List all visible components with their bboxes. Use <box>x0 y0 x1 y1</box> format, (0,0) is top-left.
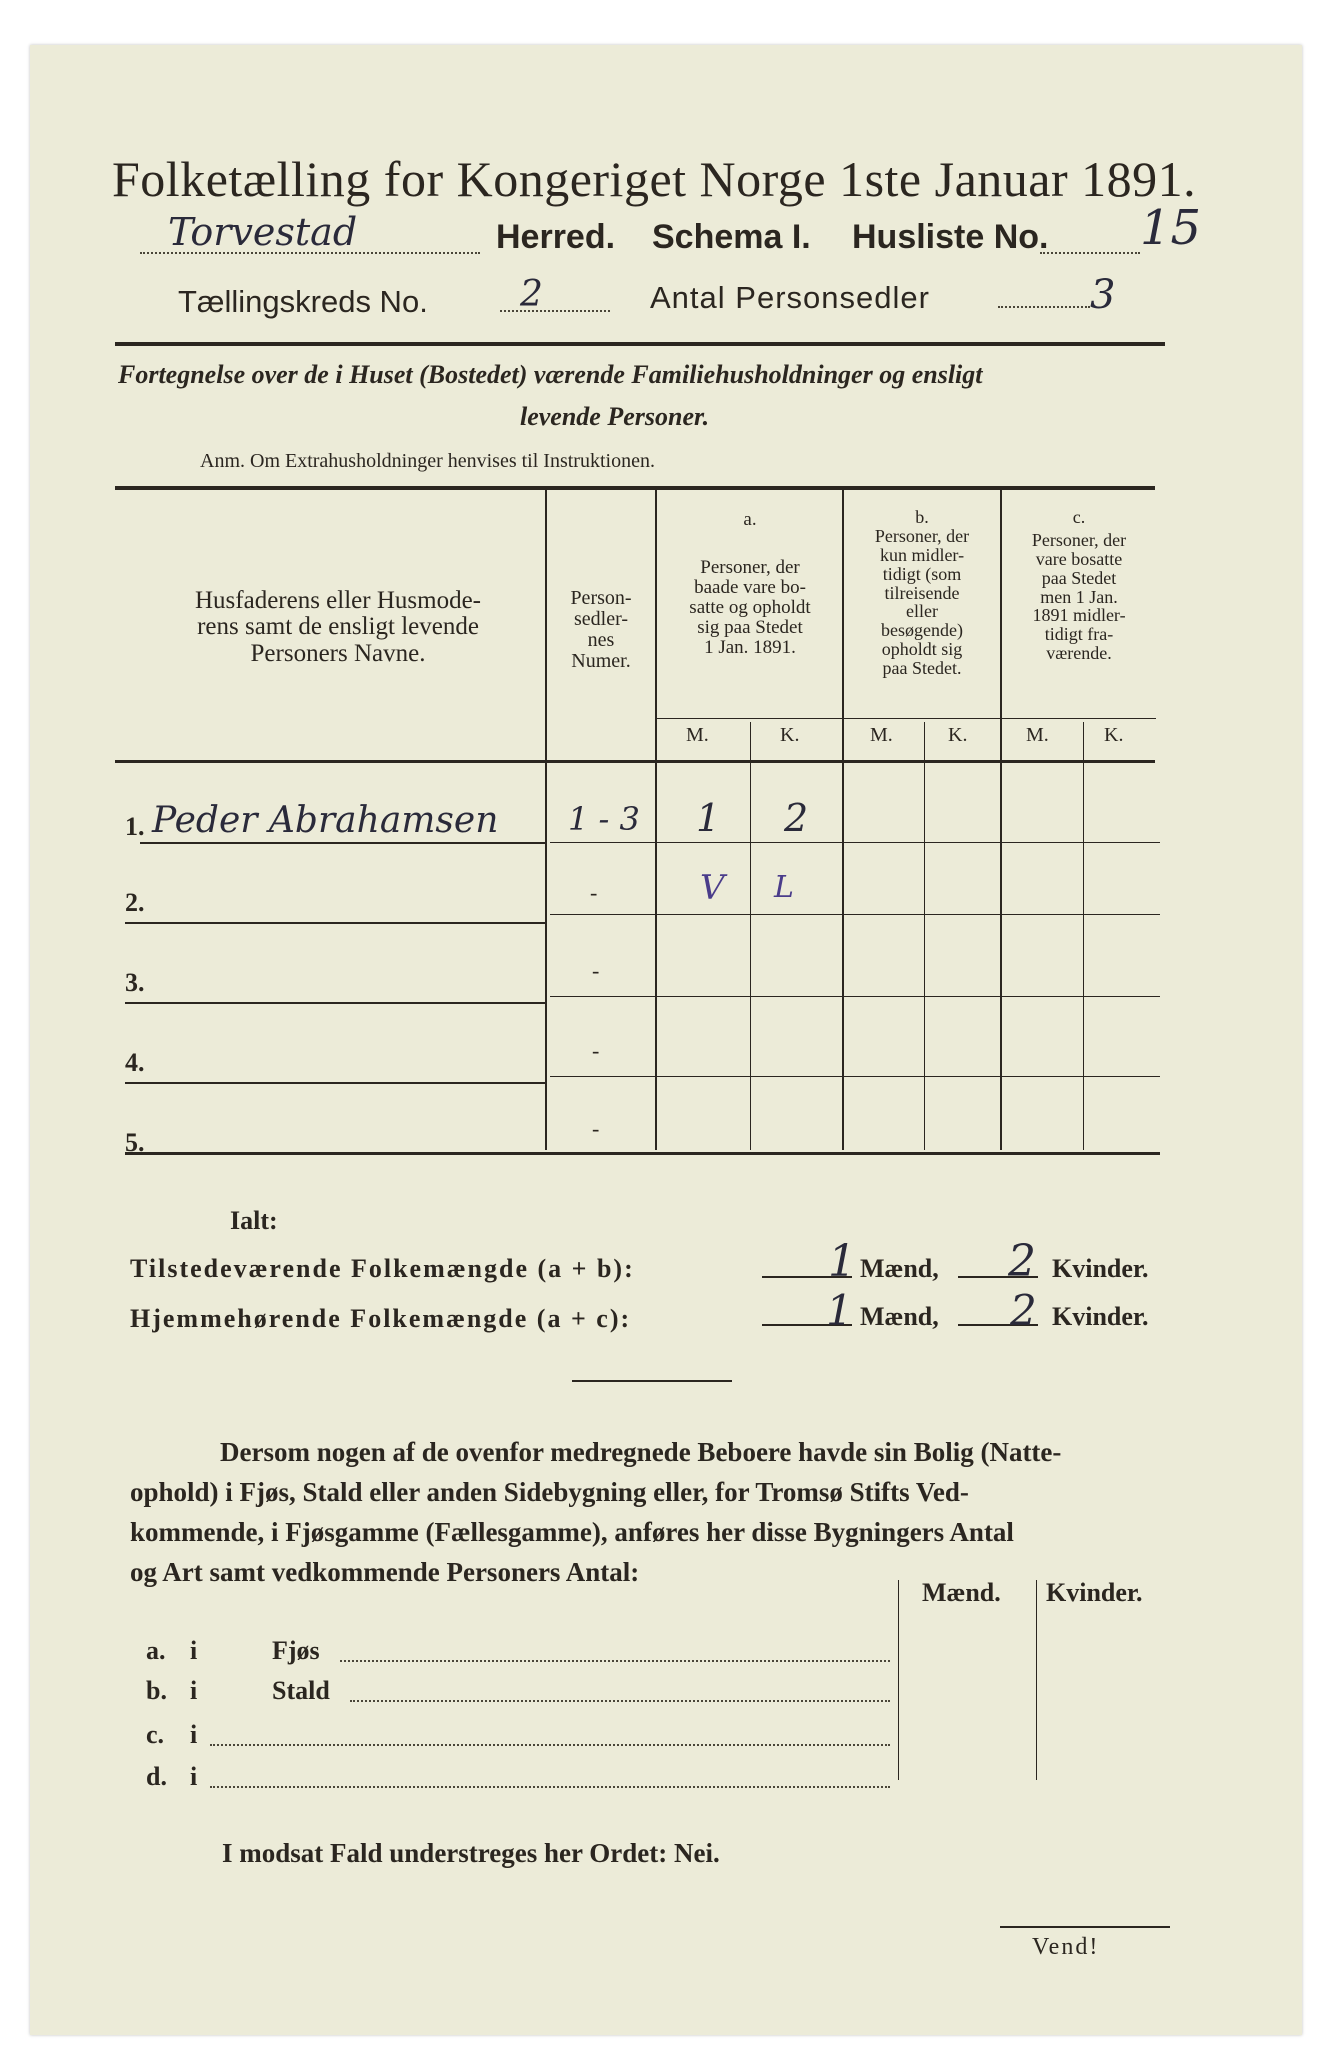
row-4-num: - <box>592 1038 600 1063</box>
item-d-i: i <box>190 1762 198 1791</box>
item-c-letter: c. <box>146 1720 165 1749</box>
b-m-label: M. <box>870 724 893 746</box>
item-b-text: Stald <box>272 1676 330 1705</box>
table-bottom-rule <box>125 1152 1160 1155</box>
husliste-label: Husliste No. <box>852 218 1049 256</box>
item-c-dots <box>210 1744 890 1746</box>
row-1-name: Peder Abrahamsen <box>152 800 499 841</box>
ialt-label: Ialt: <box>230 1206 278 1235</box>
row-1-a-m: 1 <box>696 796 721 840</box>
b-k-label: K. <box>948 724 968 746</box>
tilstede-maend: Mænd, <box>860 1254 939 1283</box>
row-1-rule-name <box>140 842 545 844</box>
tilstede-k-value: 2 <box>1008 1236 1036 1287</box>
herred-dotted-line <box>140 252 480 254</box>
divider-c-mk <box>1083 722 1084 1150</box>
item-a-letter: a. <box>146 1636 166 1665</box>
item-b-i: i <box>190 1676 198 1705</box>
mk-header-rule <box>656 718 1156 719</box>
hjemme-maend: Mænd, <box>860 1302 939 1331</box>
tilstede-label: Tilstedeværende Folkemængde (a + b): <box>130 1254 635 1283</box>
personsedler-label: Antal Personsedler <box>650 280 930 315</box>
row-2-num: - <box>590 880 598 905</box>
hjemme-label: Hjemmehørende Folkemængde (a + c): <box>130 1304 632 1333</box>
buildings-col-divider-2 <box>1036 1580 1037 1780</box>
row-5-label: 5. <box>125 1128 145 1157</box>
divider-a-mk <box>750 722 751 1150</box>
item-a-i: i <box>190 1636 198 1665</box>
hjemme-kvinder: Kvinder. <box>1052 1302 1149 1331</box>
hjemme-m-value: 1 <box>826 1286 853 1335</box>
row-3-rule-name <box>125 1002 545 1004</box>
buildings-paragraph: Dersom nogen af de ovenfor medregnede Beboere havde sin Bolig (Natte- ophold) i Fjøs, Stald eller anden Sidebygning eller, for Tromsø Stifts Ved- kommende, i Fjøsgamme (Fællesgamme), anføres her disse Bygningers Antal og Art samt vedkommende Personers Antal: <box>130 1437 1062 1587</box>
buildings-kvinder-header: Kvinder. <box>1046 1578 1143 1607</box>
divider-num-a <box>655 490 657 1150</box>
divider-b-c <box>1000 490 1002 1150</box>
row-4-label: 4. <box>125 1048 145 1077</box>
husliste-value: 15 <box>1140 200 1202 256</box>
section-divider <box>572 1380 732 1382</box>
kreds-value: 2 <box>520 274 543 315</box>
intro-line-2: levende Personer. <box>520 402 710 431</box>
divider-name-num <box>545 490 547 1150</box>
row-4-rule-cells <box>550 1076 1160 1077</box>
herred-label: Herred. <box>496 218 616 256</box>
row-3-rule-cells <box>550 996 1160 997</box>
personsedler-value: 3 <box>1090 272 1116 318</box>
buildings-col-divider-1 <box>898 1580 899 1780</box>
col-name-header: Husfaderens eller Husmode- rens samt de ensligt levende Personers Navne. <box>194 587 481 667</box>
row-4-rule-name <box>125 1082 545 1084</box>
hjemme-k-value: 2 <box>1010 1286 1037 1335</box>
c-m-label: M. <box>1026 724 1049 746</box>
item-d-letter: d. <box>146 1762 167 1791</box>
form-title: Folketælling for Kongeriget Norge 1ste Januar 1891. <box>112 151 1197 207</box>
row-2-a-m-checkmark: V <box>700 868 725 908</box>
c-k-label: K. <box>1104 724 1124 746</box>
personsedler-dotted-line <box>998 306 1090 308</box>
col-num-header: Person- sedler- nes Numer. <box>570 587 632 672</box>
kreds-label: Tællingskreds No. <box>178 284 428 319</box>
row-3-label: 3. <box>125 968 145 997</box>
a-m-label: M. <box>686 724 709 746</box>
kreds-dotted-line <box>500 310 610 312</box>
col-c-header: c. Personer, der vare bosatte paa Stedet men 1 Jan. 1891 midler- tidigt fra- værende. <box>1031 507 1127 664</box>
row-1-label: 1. <box>125 812 145 841</box>
header-rule <box>115 342 1165 346</box>
table-top-rule <box>115 486 1155 490</box>
row-2-a-k-checkmark: L <box>774 870 794 905</box>
footer-note: I modsat Fald understreges her Ordet: Nei. <box>222 1838 720 1868</box>
row-1-rule-cells <box>550 842 1160 843</box>
vend-label: Vend! <box>1032 1934 1100 1960</box>
col-b-header: b. Personer, der kun midler- tidigt (som tilreisende eller besøgende) opholdt sig paa Stedet. <box>874 507 970 679</box>
row-2-rule-name <box>125 922 545 924</box>
row-3-num: - <box>592 958 600 983</box>
row-2-rule-cells <box>550 914 1160 915</box>
row-2-label: 2. <box>125 888 145 917</box>
divider-b-mk <box>924 722 925 1150</box>
schema-label: Schema I. <box>652 218 811 256</box>
table-header-rule <box>115 760 1155 763</box>
row-5-num: - <box>592 1116 600 1141</box>
husliste-dotted-line <box>1040 252 1140 254</box>
item-b-letter: b. <box>146 1676 167 1705</box>
tilstede-kvinder: Kvinder. <box>1052 1254 1149 1283</box>
item-d-dots <box>210 1786 890 1788</box>
row-1-a-k: 2 <box>784 796 809 840</box>
herred-value: Torvestad <box>168 210 358 254</box>
anm-note: Anm. Om Extrahusholdninger henvises til Instruktionen. <box>200 450 655 472</box>
item-a-text: Fjøs <box>272 1636 320 1665</box>
item-a-dots <box>340 1660 890 1662</box>
row-1-num: 1 - 3 <box>568 800 640 838</box>
intro-line-1: Fortegnelse over de i Huset (Bostedet) værende Familiehusholdninger og ensligt <box>118 360 983 389</box>
col-a-header: a. Personer, der baade vare bo- satte og opholdt sig paa Stedet 1 Jan. 1891. <box>689 509 811 658</box>
vend-rule <box>1000 1926 1170 1928</box>
a-k-label: K. <box>780 724 800 746</box>
item-c-i: i <box>190 1720 198 1749</box>
tilstede-m-value: 1 <box>828 1236 856 1287</box>
divider-a-b <box>842 490 844 1150</box>
buildings-maend-header: Mænd. <box>922 1578 1001 1607</box>
item-b-dots <box>350 1700 890 1702</box>
